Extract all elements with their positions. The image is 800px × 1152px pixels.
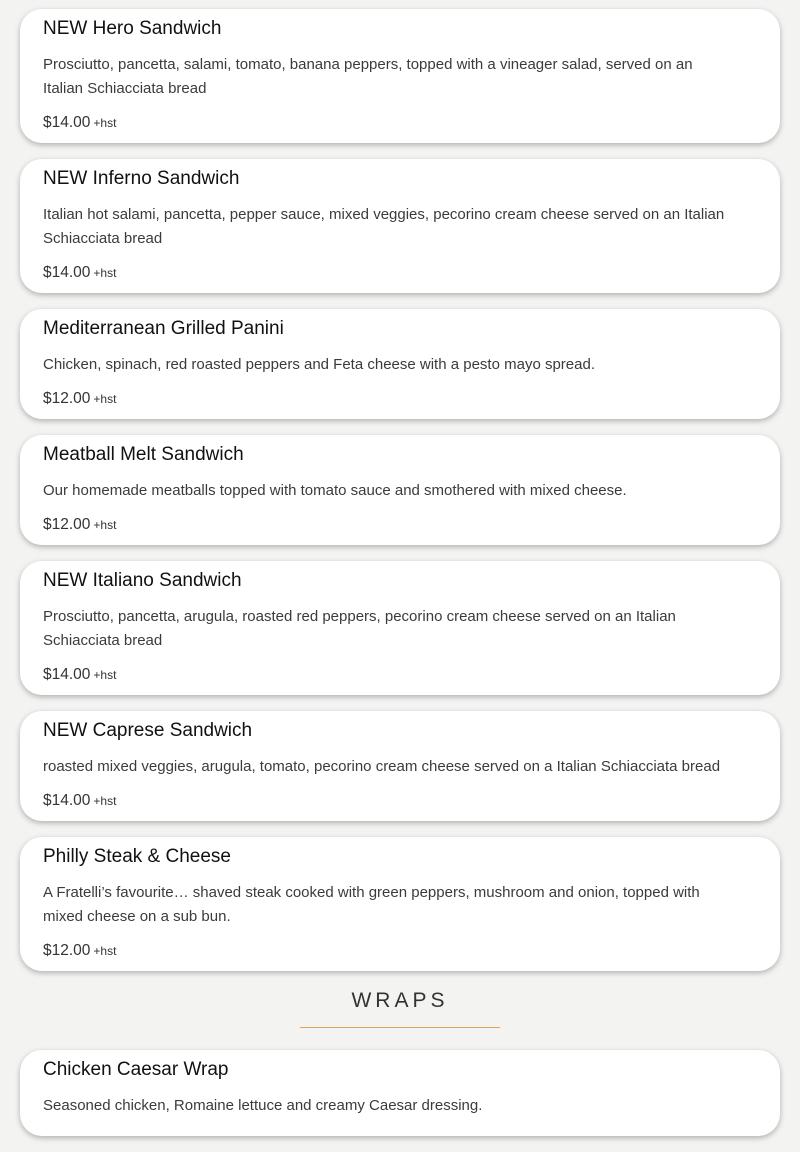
menu-item-name: Philly Steak & Cheese [43, 846, 231, 867]
section-title: WRAPS [351, 989, 449, 1012]
section-heading-wraps [20, 987, 780, 1028]
menu-item-card[interactable] [20, 159, 780, 293]
menu-item-card[interactable] [20, 435, 780, 545]
menu-item-price [43, 513, 757, 537]
price-amount: $14.00 [43, 114, 91, 131]
tax-note: +hst [93, 944, 117, 958]
menu-item-name: Chicken Caesar Wrap [43, 1059, 229, 1080]
menu-item-card[interactable] [20, 9, 780, 143]
menu-item-name: NEW Hero Sandwich [43, 18, 222, 39]
price-amount: $12.00 [43, 390, 91, 407]
tax-note: +hst [93, 266, 117, 280]
menu-list [20, 9, 780, 1152]
tax-note: +hst [93, 392, 117, 406]
menu-item-description: roasted mixed veggies, arugula, tomato, pecorino cream cheese served on a Italian Schiacciata bread [43, 758, 721, 775]
price-amount: $12.00 [43, 942, 91, 959]
tax-note: +hst [93, 518, 117, 532]
menu-item-price [43, 939, 757, 963]
menu-item-card[interactable] [20, 1050, 780, 1136]
price-amount: $12.00 [43, 516, 91, 533]
menu-item-card[interactable] [20, 309, 780, 419]
menu-item-description: Prosciutto, pancetta, salami, tomato, banana peppers, topped with a vineager salad, served on an Italian Schiacciata bread [43, 56, 693, 97]
price-amount: $14.00 [43, 666, 91, 683]
menu-item-name: Mediterranean Grilled Panini [43, 318, 284, 339]
menu-item-card[interactable] [20, 561, 780, 695]
menu-item-description: Seasoned chicken, Romaine lettuce and creamy Caesar dressing. [43, 1097, 483, 1114]
menu-item-description: Prosciutto, pancetta, arugula, roasted red peppers, pecorino cream cheese served on an Italian Schiacciata bread [43, 608, 676, 649]
menu-item-price [43, 111, 757, 135]
menu-item-card[interactable] [20, 711, 780, 821]
tax-note: +hst [93, 794, 117, 808]
menu-item-price [43, 387, 757, 411]
price-amount: $14.00 [43, 264, 91, 281]
menu-item-price [43, 663, 757, 687]
menu-item-description: Italian hot salami, pancetta, pepper sauce, mixed veggies, pecorino cream cheese served on an Italian Schiacciata bread [43, 206, 725, 247]
menu-item-price [43, 261, 757, 285]
menu-item-name: NEW Caprese Sandwich [43, 720, 253, 741]
menu-item-card[interactable] [20, 837, 780, 971]
menu-item-price [43, 789, 757, 813]
menu-item-name: NEW Italiano Sandwich [43, 570, 242, 591]
section-divider [300, 1027, 500, 1028]
price-amount: $14.00 [43, 792, 91, 809]
menu-item-name: Meatball Melt Sandwich [43, 444, 244, 465]
tax-note: +hst [93, 116, 117, 130]
menu-item-description: Chicken, spinach, red roasted peppers and Feta cheese with a pesto mayo spread. [43, 356, 595, 373]
menu-item-description: A Fratelli’s favourite… shaved steak cooked with green peppers, mushroom and onion, topped with mixed cheese on a sub bun. [43, 884, 700, 925]
menu-item-name: NEW Inferno Sandwich [43, 168, 240, 189]
tax-note: +hst [93, 668, 117, 682]
menu-item-description: Our homemade meatballs topped with tomato sauce and smothered with mixed cheese. [43, 482, 627, 499]
